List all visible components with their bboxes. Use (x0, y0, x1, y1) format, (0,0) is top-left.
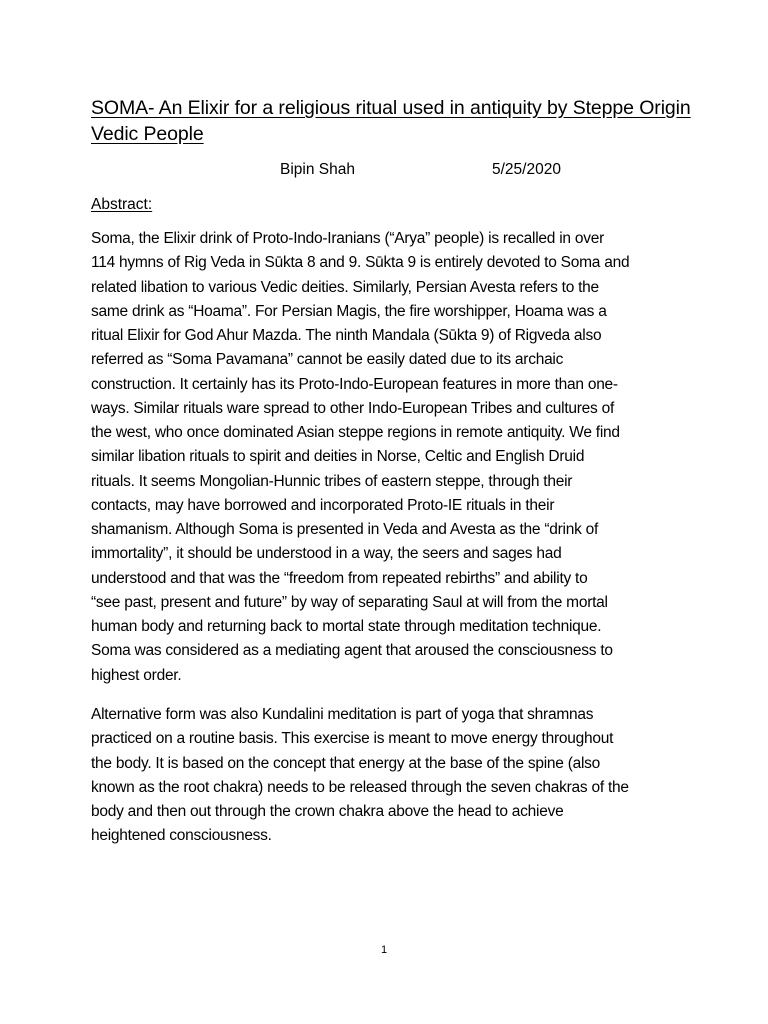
document-title (91, 95, 731, 147)
text-line: practiced on a routine basis. This exercise is meant to move energy throughout (91, 730, 614, 748)
text-line: same drink as “Hoama”. For Persian Magis, the fire worshipper, Hoama was a (91, 302, 607, 320)
title-line: SOMA- An Elixir for a religious ritual used in antiquity by Steppe Origin (91, 97, 691, 119)
text-line: immortality”, it should be understood in a way, the seers and sages had (91, 545, 562, 563)
text-line: heightened consciousness. (91, 827, 272, 845)
text-line: shamanism. Although Soma is presented in Veda and Avesta as the “drink of (91, 521, 599, 538)
text-line: highest order. (91, 666, 182, 684)
text-line: similar libation rituals to spirit and deities in Norse, Celtic and English Druid (91, 448, 585, 466)
text-line: construction. It certainly has its Proto-Indo-European features in more than one- (91, 375, 618, 393)
text-line: understood and that was the “freedom from repeated rebirths” and ability to (91, 569, 588, 587)
title-line: Vedic People (91, 123, 204, 145)
text-line: ways. Similar rituals ware spread to other Indo-European Tribes and cultures of (91, 399, 615, 417)
text-line: Soma was considered as a mediating agent that aroused the consciousness to (91, 642, 613, 660)
text-line: ritual Elixir for God Ahur Mazda. The ninth Mandala (Sūkta 9) of Rigveda also (91, 327, 602, 344)
document-date: 5/25/2020 (492, 161, 561, 178)
author-name: Bipin Shah (280, 161, 355, 178)
text-line: human body and returning back to mortal state through meditation technique. (91, 618, 602, 635)
text-line: known as the root chakra) needs to be released through the seven chakras of the (91, 778, 629, 796)
text-line: contacts, may have borrowed and incorporated Proto-IE rituals in their (91, 496, 555, 514)
text-line: Alternative form was also Kundalini meditation is part of yoga that shramnas (91, 706, 594, 723)
text-line: the body. It is based on the concept that energy at the base of the spine (also (91, 754, 601, 772)
text-line: rituals. It seems Mongolian-Hunnic tribes of eastern steppe, through their (91, 472, 573, 490)
text-line: Soma, the Elixir drink of Proto-Indo-Iranians (“Arya” people) is recalled in over (91, 230, 605, 247)
text-line: related libation to various Vedic deities. Similarly, Persian Avesta refers to the (91, 278, 599, 296)
text-line: “see past, present and future” by way of separating Saul at will from the mortal (91, 593, 608, 611)
body-paragraph-2 (91, 703, 691, 849)
abstract-paragraph-1 (91, 227, 691, 688)
text-line: the west, who once dominated Asian steppe regions in remote antiquity. We find (91, 424, 620, 441)
text-line: referred as “Soma Pavamana” cannot be easily dated due to its archaic (91, 351, 564, 369)
abstract-heading: Abstract: (91, 196, 153, 213)
page-number: 1 (380, 944, 388, 956)
text-line: 114 hymns of Rig Veda in Sūkta 8 and 9. Sūkta 9 is entirely devoted to Soma and (91, 254, 630, 272)
text-line: body and then out through the crown chakra above the head to achieve (91, 803, 564, 820)
